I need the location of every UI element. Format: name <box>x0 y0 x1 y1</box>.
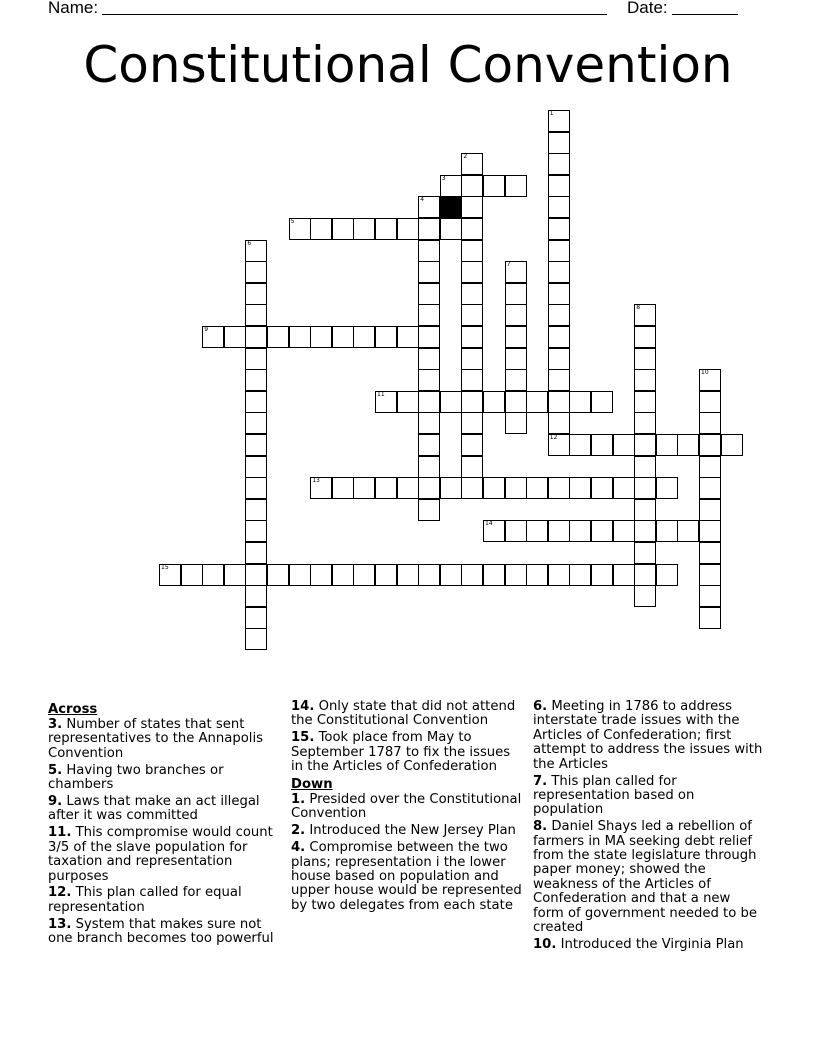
clue-number: 10 <box>701 369 709 377</box>
crossword-cell[interactable] <box>461 240 483 262</box>
crossword-cell[interactable] <box>267 326 289 348</box>
crossword-cell[interactable] <box>440 564 462 586</box>
crossword-cell[interactable] <box>332 564 354 586</box>
crossword-cell[interactable] <box>569 434 591 456</box>
clue-text: Meeting in 1786 to address interstate trade issues with the Articles of Confederation; first attempt to address the issues with the Articles <box>533 699 763 772</box>
crossword-cell[interactable] <box>548 304 570 326</box>
across-clue <box>291 731 523 774</box>
crossword-cell[interactable] <box>461 477 483 499</box>
crossword-cell[interactable] <box>591 477 613 499</box>
clue-text: Took place from May to September 1787 to fix the issues in the Articles of Confederation <box>291 730 511 775</box>
clue-number: 14. <box>291 699 315 714</box>
crossword-cell[interactable] <box>245 434 267 456</box>
crossword-cell[interactable] <box>202 564 224 586</box>
crossword-cell[interactable] <box>245 326 267 348</box>
crossword-cell[interactable] <box>526 477 548 499</box>
clue-text: Presided over the Constitutional Convention <box>291 792 522 822</box>
crossword-cell[interactable] <box>332 477 354 499</box>
crossword-cell[interactable] <box>353 477 375 499</box>
crossword-cell[interactable] <box>699 499 721 521</box>
name-label: Name: <box>48 0 99 17</box>
crossword-cell[interactable] <box>505 391 527 413</box>
crossword-cell[interactable] <box>181 564 203 586</box>
clue-number: 5. <box>48 762 63 778</box>
crossword-cell[interactable] <box>699 520 721 542</box>
crossword-cell[interactable] <box>699 369 721 391</box>
crossword-cell[interactable] <box>397 564 419 586</box>
clues-column-2 <box>291 700 523 916</box>
clue-text: Laws that make an act illegal after it was committed <box>48 794 260 824</box>
clue-number: 7. <box>533 773 548 789</box>
clue-number: 14 <box>485 520 493 528</box>
clue-number: 13. <box>48 916 72 932</box>
crossword-cell[interactable] <box>505 326 527 348</box>
crossword-cell[interactable] <box>418 326 440 348</box>
crossword-cell[interactable] <box>634 520 656 542</box>
crossword-cell[interactable] <box>613 434 635 456</box>
crossword-cell[interactable] <box>526 564 548 586</box>
crossword-cell[interactable] <box>461 326 483 348</box>
crossword-cell[interactable] <box>505 348 527 370</box>
crossword-cell[interactable] <box>418 218 440 240</box>
across-clue <box>48 795 280 824</box>
crossword-cell[interactable] <box>353 326 375 348</box>
crossword-cell[interactable] <box>397 477 419 499</box>
crossword-cell[interactable] <box>591 391 613 413</box>
clue-number: 1. <box>291 792 306 808</box>
crossword-cell[interactable] <box>677 520 699 542</box>
clue-number: 4 <box>420 196 425 204</box>
clue-number: 11 <box>377 390 385 398</box>
crossword-cell[interactable] <box>634 434 656 456</box>
clue-text: This plan called for representation based on population <box>533 773 695 818</box>
crossword-cell[interactable] <box>245 304 267 326</box>
crossword-cell[interactable] <box>440 218 462 240</box>
down-clue-list-a <box>291 793 523 913</box>
crossword-cell[interactable] <box>418 412 440 434</box>
crossword-cell[interactable] <box>548 434 570 456</box>
clues-column-1 <box>48 700 280 949</box>
crossword-cell[interactable] <box>461 175 483 197</box>
crossword-cell[interactable] <box>289 326 311 348</box>
clue-number: 15 <box>161 563 169 571</box>
clue-text: Number of states that sent representatives to the Annapolis Convention <box>48 717 263 761</box>
clue-number: 6. <box>533 699 548 714</box>
crossword-cell[interactable] <box>202 326 224 348</box>
clue-text: Introduced the Virginia Plan <box>556 937 744 952</box>
clue-number: 5 <box>290 218 295 225</box>
clue-number: 4. <box>291 840 306 856</box>
clue-number: 12. <box>48 885 72 901</box>
crossword-cell[interactable] <box>224 564 246 586</box>
crossword-cell[interactable] <box>461 261 483 283</box>
crossword-cell[interactable] <box>505 283 527 305</box>
crossword-cell[interactable] <box>332 218 354 240</box>
clue-number: 9. <box>48 794 63 810</box>
crossword-cell[interactable] <box>634 369 656 391</box>
clue-number: 12 <box>549 434 558 441</box>
crossword-cell[interactable] <box>699 456 721 478</box>
crossword-cell[interactable] <box>461 348 483 370</box>
across-heading: Across <box>48 702 98 717</box>
across-clue <box>291 700 523 729</box>
across-clue-list-b <box>291 700 523 775</box>
crossword-cell[interactable] <box>310 326 332 348</box>
crossword-cell[interactable] <box>375 564 397 586</box>
crossword-cell[interactable] <box>375 218 397 240</box>
crossword-cell[interactable] <box>353 564 375 586</box>
crossword-cell[interactable] <box>310 477 332 499</box>
down-clue-list-b <box>533 700 765 952</box>
crossword-cell[interactable] <box>591 520 613 542</box>
crossword-cell[interactable] <box>505 304 527 326</box>
crossword-cell[interactable] <box>289 564 311 586</box>
date-label: Date: <box>627 0 668 17</box>
crossword-cell[interactable] <box>245 542 267 564</box>
crossword-cell[interactable] <box>245 261 267 283</box>
clue-text: Compromise between the two plans; representation i the lower house based on population and upper house would be represented by two delegates from each state <box>291 840 522 913</box>
crossword-cell[interactable] <box>548 196 570 218</box>
crossword-cell[interactable] <box>548 564 570 586</box>
crossword-cell[interactable] <box>245 369 267 391</box>
crossword-cell[interactable] <box>483 477 505 499</box>
crossword-cell[interactable] <box>634 564 656 586</box>
crossword-cell[interactable] <box>591 434 613 456</box>
crossword-cell[interactable] <box>505 477 527 499</box>
clue-number: 13 <box>312 477 320 485</box>
crossword-cell[interactable] <box>397 218 419 240</box>
down-clue <box>291 793 523 822</box>
crossword-cell[interactable] <box>505 175 527 197</box>
crossword-cell[interactable] <box>677 434 699 456</box>
crossword-cell[interactable] <box>245 628 267 650</box>
across-clue-list-a <box>48 718 280 947</box>
crossword-cell[interactable] <box>634 412 656 434</box>
crossword-cell[interactable] <box>461 218 483 240</box>
crossword-cell[interactable] <box>634 304 656 326</box>
crossword-cell[interactable] <box>245 240 267 262</box>
crossword-cell[interactable] <box>461 456 483 478</box>
crossword-cell[interactable] <box>656 520 678 542</box>
clue-number: 8. <box>533 819 548 835</box>
crossword-cell[interactable] <box>245 499 267 521</box>
crossword-cell[interactable] <box>440 477 462 499</box>
crossword-cell[interactable] <box>634 326 656 348</box>
page-title: Constitutional Convention <box>83 36 733 94</box>
crossword-cell[interactable] <box>699 564 721 586</box>
clue-number: 10. <box>533 937 557 952</box>
crossword-cell[interactable] <box>418 477 440 499</box>
clues-column-3 <box>533 700 765 955</box>
crossword-cell[interactable] <box>418 240 440 262</box>
crossword-cell[interactable] <box>505 412 527 434</box>
crossword-cell[interactable] <box>548 283 570 305</box>
crossword-cell[interactable] <box>548 175 570 197</box>
crossword-cell[interactable] <box>591 564 613 586</box>
crossword-cell[interactable] <box>418 196 440 218</box>
crossword-cell[interactable] <box>548 132 570 154</box>
crossword-cell[interactable] <box>569 391 591 413</box>
clue-number: 2 <box>463 153 468 161</box>
down-heading: Down <box>291 777 333 793</box>
crossword-cell[interactable] <box>526 391 548 413</box>
clue-text: System that makes sure not one branch becomes too powerful <box>48 916 274 947</box>
crossword-cell[interactable] <box>548 391 570 413</box>
black-square <box>440 196 462 218</box>
crossword-cell[interactable] <box>505 564 527 586</box>
clue-number: 11. <box>48 825 72 841</box>
clue-number: 1 <box>549 110 554 117</box>
crossword-cell[interactable] <box>634 456 656 478</box>
crossword-cell[interactable] <box>634 542 656 564</box>
crossword-cell[interactable] <box>418 283 440 305</box>
crossword-cell[interactable] <box>505 369 527 391</box>
crossword-cell[interactable] <box>461 304 483 326</box>
crossword-cell[interactable] <box>418 369 440 391</box>
crossword-cell[interactable] <box>548 261 570 283</box>
crossword-cell[interactable] <box>245 412 267 434</box>
crossword-cell[interactable] <box>245 283 267 305</box>
crossword-cell[interactable] <box>461 369 483 391</box>
crossword-cell[interactable] <box>548 412 570 434</box>
crossword-cell[interactable] <box>569 520 591 542</box>
crossword-cell[interactable] <box>699 477 721 499</box>
crossword-cell[interactable] <box>699 412 721 434</box>
crossword-cell[interactable] <box>613 564 635 586</box>
crossword-cell[interactable] <box>656 477 678 499</box>
clue-number: 6 <box>247 239 252 247</box>
crossword-cell[interactable] <box>634 499 656 521</box>
crossword-cell[interactable] <box>656 564 678 586</box>
crossword-cell[interactable] <box>526 520 548 542</box>
crossword-cell[interactable] <box>699 585 721 607</box>
crossword-cell[interactable] <box>245 348 267 370</box>
crossword-cell[interactable] <box>699 434 721 456</box>
crossword-cell[interactable] <box>634 391 656 413</box>
crossword-cell[interactable] <box>375 391 397 413</box>
clue-text: This compromise would count 3/5 of the slave population for taxation and representation purposes <box>48 825 273 884</box>
crossword-cell[interactable] <box>699 391 721 413</box>
crossword-cell[interactable] <box>418 564 440 586</box>
crossword-cell[interactable] <box>634 348 656 370</box>
crossword-cell[interactable] <box>569 564 591 586</box>
crossword-cell[interactable] <box>461 564 483 586</box>
crossword-cell[interactable] <box>699 542 721 564</box>
crossword-cell[interactable] <box>245 456 267 478</box>
clue-number: 3. <box>48 717 63 732</box>
down-clue <box>533 820 765 935</box>
crossword-cell[interactable] <box>418 304 440 326</box>
crossword-cell[interactable] <box>418 348 440 370</box>
crossword-cell[interactable] <box>656 434 678 456</box>
down-clue <box>533 700 765 772</box>
crossword-cell[interactable] <box>721 434 743 456</box>
crossword-cell[interactable] <box>613 520 635 542</box>
crossword-cell[interactable] <box>418 499 440 521</box>
crossword-cell[interactable] <box>548 326 570 348</box>
crossword-cell[interactable] <box>245 391 267 413</box>
crossword-cell[interactable] <box>245 585 267 607</box>
down-clue <box>533 938 765 952</box>
crossword-cell[interactable] <box>548 240 570 262</box>
crossword-cell[interactable] <box>548 153 570 175</box>
crossword-cell[interactable] <box>397 326 419 348</box>
clue-number: 2. <box>291 823 306 839</box>
crossword-cell[interactable] <box>461 196 483 218</box>
crossword-cell[interactable] <box>245 607 267 629</box>
crossword-cell[interactable] <box>461 391 483 413</box>
crossword-cell[interactable] <box>224 326 246 348</box>
crossword-cell[interactable] <box>310 218 332 240</box>
crossword-cell[interactable] <box>548 110 570 132</box>
crossword-cell[interactable] <box>440 175 462 197</box>
crossword-cell[interactable] <box>461 434 483 456</box>
crossword-cell[interactable] <box>699 607 721 629</box>
clue-text: Only state that did not attend the Constitutional Convention <box>291 699 516 729</box>
crossword-cell[interactable] <box>483 391 505 413</box>
across-clue <box>48 764 280 793</box>
crossword-cell[interactable] <box>375 477 397 499</box>
crossword-cell[interactable] <box>548 369 570 391</box>
down-clue <box>533 775 765 818</box>
crossword-cell[interactable] <box>483 564 505 586</box>
crossword-cell[interactable] <box>634 477 656 499</box>
down-clue <box>291 841 523 913</box>
crossword-cell[interactable] <box>397 391 419 413</box>
across-clue <box>48 886 280 915</box>
clue-text: Having two branches or chambers <box>48 762 224 793</box>
crossword-cell[interactable] <box>267 564 289 586</box>
crossword-cell[interactable] <box>461 283 483 305</box>
crossword-cell[interactable] <box>461 412 483 434</box>
crossword-cell[interactable] <box>483 520 505 542</box>
crossword-cell[interactable] <box>245 564 267 586</box>
crossword-cell[interactable] <box>461 153 483 175</box>
across-clue <box>48 718 280 761</box>
crossword-cell[interactable] <box>505 261 527 283</box>
crossword-cell[interactable] <box>548 348 570 370</box>
crossword-cell[interactable] <box>505 520 527 542</box>
crossword-cell[interactable] <box>289 218 311 240</box>
clue-text: Introduced the New Jersey Plan <box>305 823 516 839</box>
clue-number: 8 <box>636 304 641 312</box>
crossword-cell[interactable] <box>548 218 570 240</box>
down-clue <box>291 824 523 838</box>
crossword-cell[interactable] <box>310 564 332 586</box>
clue-number: 9 <box>204 326 209 333</box>
crossword-cell[interactable] <box>613 477 635 499</box>
crossword-cell[interactable] <box>418 456 440 478</box>
crossword-cell[interactable] <box>332 326 354 348</box>
crossword-cell[interactable] <box>418 261 440 283</box>
crossword-cell[interactable] <box>483 175 505 197</box>
crossword-cell[interactable] <box>569 477 591 499</box>
crossword-cell[interactable] <box>159 564 181 586</box>
crossword-cell[interactable] <box>245 477 267 499</box>
crossword-cell[interactable] <box>440 391 462 413</box>
clue-text: This plan called for equal representation <box>48 885 242 915</box>
crossword-cell[interactable] <box>418 434 440 456</box>
crossword-cell[interactable] <box>548 477 570 499</box>
crossword-cell[interactable] <box>634 585 656 607</box>
crossword-cell[interactable] <box>548 520 570 542</box>
across-clue <box>48 826 280 884</box>
crossword-cell[interactable] <box>245 520 267 542</box>
clue-number: 7 <box>506 261 511 269</box>
across-clue <box>48 918 280 947</box>
clue-number: 3 <box>441 174 446 182</box>
crossword-cell[interactable] <box>418 391 440 413</box>
crossword-cell[interactable] <box>375 326 397 348</box>
crossword-cell[interactable] <box>353 218 375 240</box>
clue-number: 15. <box>291 730 315 746</box>
clue-text: Daniel Shays led a rebellion of farmers in MA seeking debt relief from the state legislature through paper money; showed the weakness of the Articles of Confederation and that a new form of government needed to be created <box>533 819 757 936</box>
